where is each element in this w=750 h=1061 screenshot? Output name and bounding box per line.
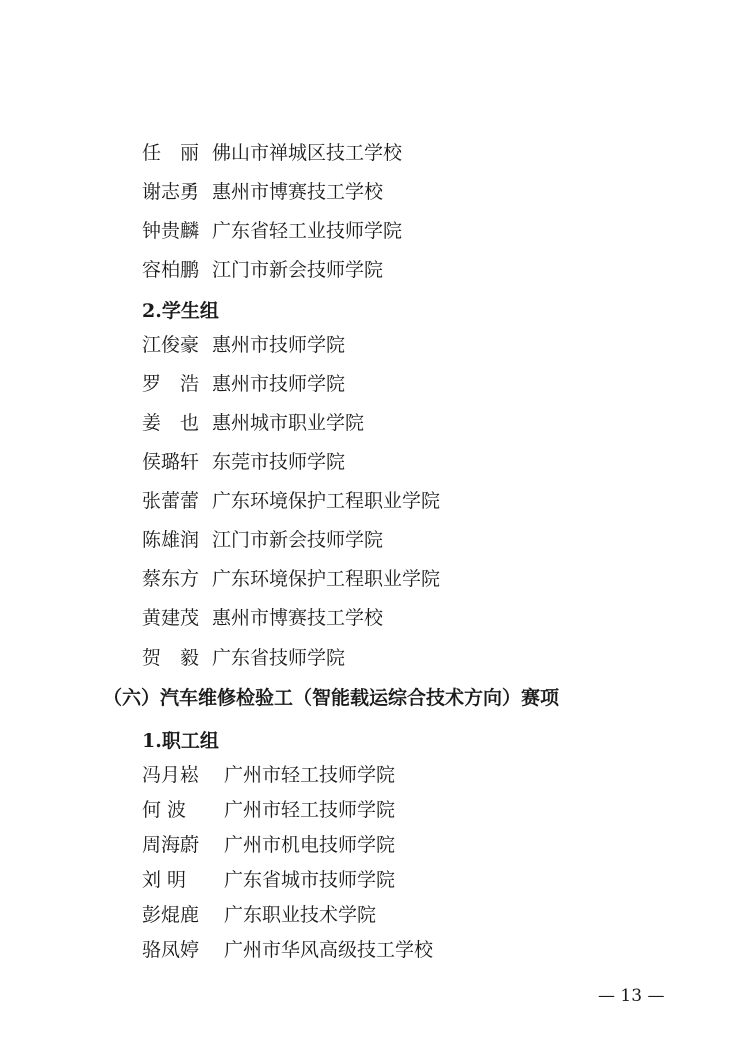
person-name: 骆凤婷 xyxy=(142,939,200,961)
school-name: 广州市机电技师学院 xyxy=(224,834,396,856)
person-name: 彭焜鹿 xyxy=(142,904,200,926)
student-group-heading: 2.学生组 xyxy=(142,300,219,322)
list-item xyxy=(142,489,440,513)
section-heading: （六）汽车维修检验工（智能载运综合技术方向）赛项 xyxy=(103,687,560,709)
page-number: — 13 — xyxy=(598,986,665,1006)
list-item xyxy=(142,646,345,670)
list-item xyxy=(142,180,383,204)
person-name: 姜 也 xyxy=(142,412,200,434)
staff-group-heading: 1.职工组 xyxy=(142,730,219,752)
list-item xyxy=(142,411,364,435)
list-item xyxy=(142,450,345,474)
school-name: 江门市新会技师学院 xyxy=(212,529,384,551)
person-name: 任 丽 xyxy=(142,142,200,164)
school-name: 惠州城市职业学院 xyxy=(212,412,365,434)
school-name: 佛山市禅城区技工学校 xyxy=(212,142,403,164)
person-name: 钟贵麟 xyxy=(142,220,200,242)
person-name: 蔡东方 xyxy=(142,568,200,590)
list-item xyxy=(142,333,345,357)
person-name: 罗 浩 xyxy=(142,373,200,395)
person-name: 刘 明 xyxy=(142,869,187,891)
list-item xyxy=(142,219,402,243)
person-name: 谢志勇 xyxy=(142,181,200,203)
school-name: 广州市轻工技师学院 xyxy=(224,799,396,821)
school-name: 惠州市技师学院 xyxy=(212,334,346,356)
person-name: 侯璐轩 xyxy=(142,451,200,473)
school-name: 广州市华风高级技工学校 xyxy=(224,939,434,961)
person-name: 黄建茂 xyxy=(142,607,200,629)
list-item xyxy=(142,258,383,282)
list-item xyxy=(142,567,440,591)
list-item xyxy=(142,763,395,787)
school-name: 广东环境保护工程职业学院 xyxy=(212,490,441,512)
list-item xyxy=(142,606,383,630)
list-item xyxy=(142,833,395,857)
person-name: 容柏鹏 xyxy=(142,259,200,281)
list-item xyxy=(142,528,383,552)
school-name: 江门市新会技师学院 xyxy=(212,259,384,281)
list-item xyxy=(142,868,395,892)
person-name: 周海蔚 xyxy=(142,834,200,856)
list-item xyxy=(142,141,402,165)
person-name: 贺 毅 xyxy=(142,647,200,669)
school-name: 广东省轻工业技师学院 xyxy=(212,220,403,242)
school-name: 广东环境保护工程职业学院 xyxy=(212,568,441,590)
person-name: 江俊豪 xyxy=(142,334,200,356)
school-name: 广州市轻工技师学院 xyxy=(224,764,396,786)
person-name: 冯月崧 xyxy=(142,764,200,786)
person-name: 陈雄润 xyxy=(142,529,200,551)
school-name: 惠州市博赛技工学校 xyxy=(212,607,384,629)
list-item xyxy=(142,798,395,822)
school-name: 惠州市技师学院 xyxy=(212,373,346,395)
list-item xyxy=(142,903,376,927)
school-name: 广东省技师学院 xyxy=(212,647,346,669)
school-name: 惠州市博赛技工学校 xyxy=(212,181,384,203)
school-name: 东莞市技师学院 xyxy=(212,451,346,473)
school-name: 广东省城市技师学院 xyxy=(224,869,396,891)
person-name: 何 波 xyxy=(142,799,187,821)
list-item xyxy=(142,372,345,396)
school-name: 广东职业技术学院 xyxy=(224,904,377,926)
list-item xyxy=(142,938,433,962)
person-name: 张蕾蕾 xyxy=(142,490,200,512)
